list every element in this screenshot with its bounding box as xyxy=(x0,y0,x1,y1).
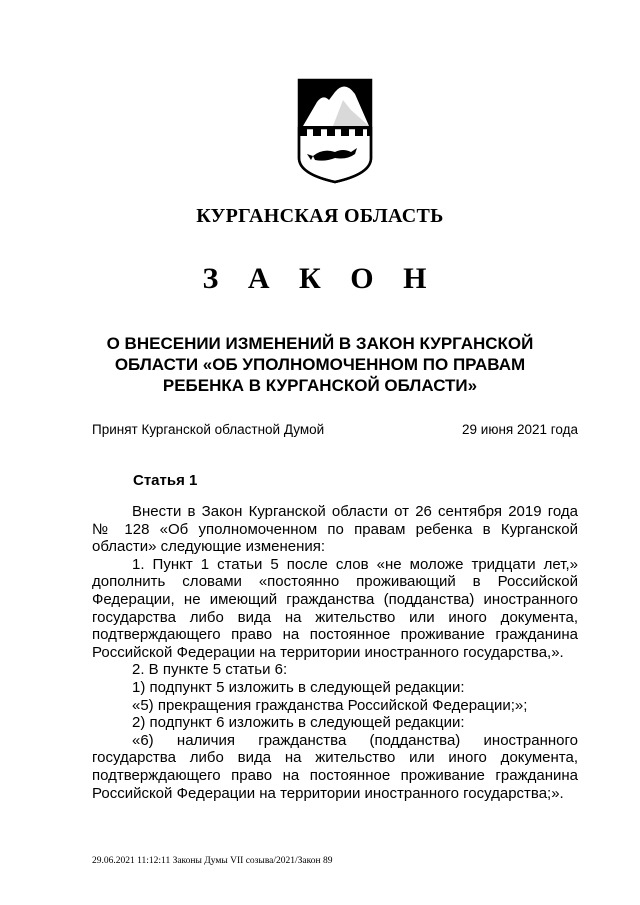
paragraph: «6) наличия гражданства (подданства) иностранного государства либо вида на жительство или иного документа, подтверждающего право на постоянное проживание гражданина Российской Федерации на территории иностранного государства;». xyxy=(92,731,578,802)
law-title xyxy=(80,333,560,396)
paragraph: «5) прекращения гражданства Российской Федерации;»; xyxy=(132,696,528,714)
paragraph: Внести в Закон Курганской области от 26 сентября 2019 года № 128 «Об уполномоченном по правам ребенка в Курганской области» следующие изменения: xyxy=(92,503,578,556)
paragraph: 2. В пункте 5 статьи 6: xyxy=(132,661,288,679)
footer-stamp: 29.06.2021 11:12:11 Законы Думы VII созыва/2021/Закон 89 xyxy=(92,856,333,866)
document-type: З А К О Н xyxy=(202,262,438,295)
article-heading: Статья 1 xyxy=(133,472,198,489)
law-title-line: ОБЛАСТИ «ОБ УПОЛНОМОЧЕННОМ ПО ПРАВАМ xyxy=(114,355,526,374)
paragraph: 1) подпункт 5 изложить в следующей редакции: xyxy=(132,678,465,696)
article-body xyxy=(92,503,578,802)
paragraph: 1. Пункт 1 статьи 5 после слов «не моложе тридцати лет,» дополнить словами «постоянно проживающий в Российской Федерации, не имеющий гражданства (подданства) иностранного государства либо вида на жительство или иного документа, подтверждающего право на постоянное проживание гражданина Российской Федерации на территории иностранного государства,». xyxy=(92,555,578,661)
adopted-by: Принят Курганской областной Думой xyxy=(92,422,325,437)
paragraph: 2) подпункт 6 изложить в следующей редакции: xyxy=(132,714,465,732)
coat-of-arms-icon xyxy=(285,70,385,190)
law-title-line: О ВНЕСЕНИИ ИЗМЕНЕНИЙ В ЗАКОН КУРГАНСКОЙ xyxy=(106,334,534,353)
law-title-line: РЕБЕНКА В КУРГАНСКОЙ ОБЛАСТИ» xyxy=(162,376,478,395)
adoption-date: 29 июня 2021 года xyxy=(462,422,578,437)
region-name: КУРГАНСКАЯ ОБЛАСТЬ xyxy=(196,205,444,227)
